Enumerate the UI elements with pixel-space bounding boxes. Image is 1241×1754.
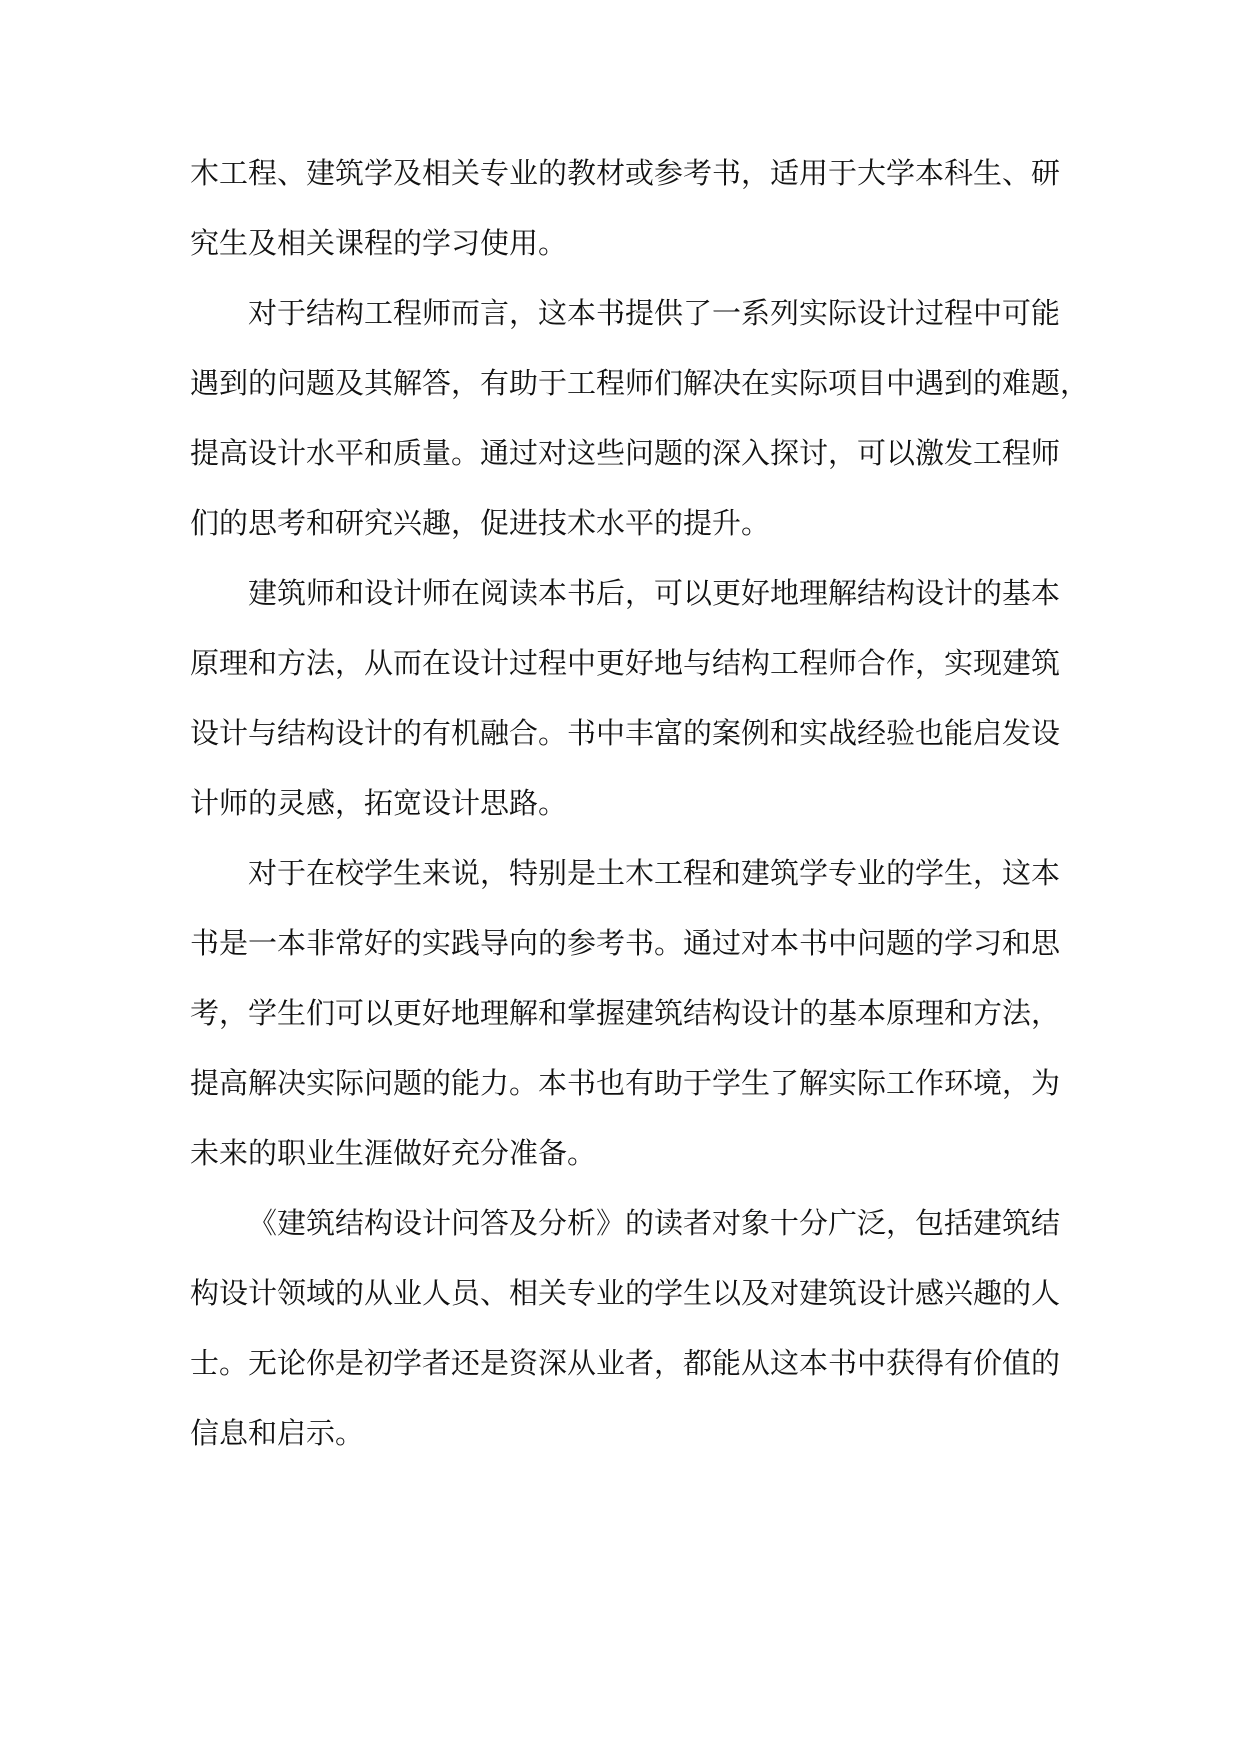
text-line: 提高设计水平和质量。通过对这些问题的深入探讨，可以激发工程师 [190, 436, 1061, 470]
text-line: 遇到的问题及其解答，有助于工程师们解决在实际项目中遇到的难题， [190, 366, 1090, 400]
text-line: 计师的灵感，拓宽设计思路。 [190, 786, 568, 820]
text-line: 对于结构工程师而言，这本书提供了一系列实际设计过程中可能 [248, 296, 1061, 330]
text-line: 提高解决实际问题的能力。本书也有助于学生了解实际工作环境，为 [190, 1066, 1061, 1100]
text-line: 们的思考和研究兴趣，促进技术水平的提升。 [190, 506, 771, 540]
text-line: 究生及相关课程的学习使用。 [190, 226, 568, 260]
text-line: 设计与结构设计的有机融合。书中丰富的案例和实战经验也能启发设 [190, 716, 1061, 750]
paragraph-3 [190, 558, 1060, 838]
text-line: 木工程、建筑学及相关专业的教材或参考书，适用于大学本科生、研 [190, 156, 1061, 190]
text-line: 未来的职业生涯做好充分准备。 [190, 1136, 597, 1170]
body-text [190, 138, 1090, 1468]
text-line: 书是一本非常好的实践导向的参考书。通过对本书中问题的学习和思 [190, 926, 1061, 960]
text-line: 对于在校学生来说，特别是土木工程和建筑学专业的学生，这本 [248, 856, 1061, 890]
text-line: 士。无论你是初学者还是资深从业者，都能从这本书中获得有价值的 [190, 1346, 1061, 1380]
text-line: 考，学生们可以更好地理解和掌握建筑结构设计的基本原理和方法， [190, 996, 1061, 1030]
paragraph-4 [190, 838, 1060, 1188]
paragraph-5 [190, 1188, 1060, 1468]
text-line: 建筑师和设计师在阅读本书后，可以更好地理解结构设计的基本 [248, 576, 1061, 610]
text-line: 《建筑结构设计问答及分析》的读者对象十分广泛，包括建筑结 [248, 1206, 1061, 1240]
text-line: 信息和启示。 [190, 1416, 365, 1450]
paragraph-1 [190, 138, 1060, 278]
paragraph-2 [190, 278, 1090, 558]
text-line: 原理和方法，从而在设计过程中更好地与结构工程师合作，实现建筑 [190, 646, 1061, 680]
text-line: 构设计领域的从业人员、相关专业的学生以及对建筑设计感兴趣的人 [190, 1276, 1061, 1310]
